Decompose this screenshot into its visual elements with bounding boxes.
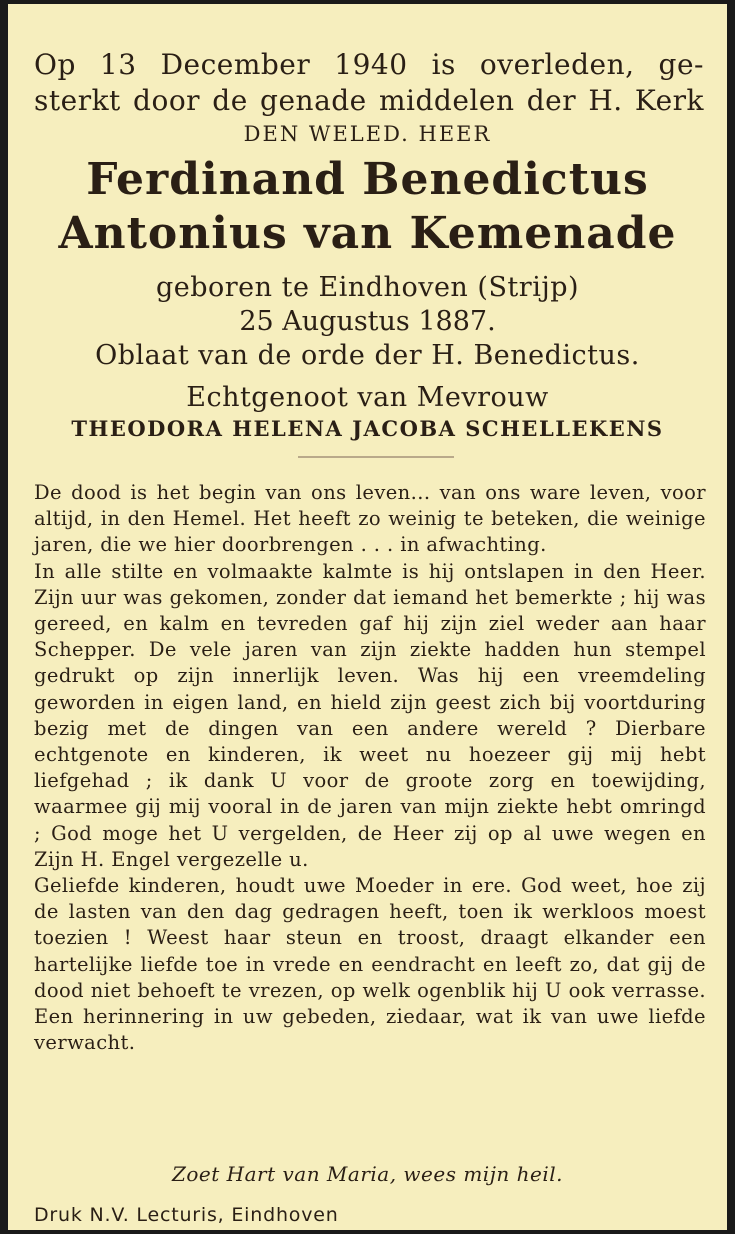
paragraph: Geliefde kinderen, houdt uwe Moeder in ere. God weet, hoe zij de lasten van den dag gedragen heeft, toen ik werkloos moest toezien ! Weest haar steun en troost, draagt elkander een hartelijke liefde toe in vrede en eendracht en leeft zo, dat gij de dood niet behoeft te vrezen, op welk ogenblik hij U ook verrasse. Een herinnering in uw gebeden, ziedaar, wat ik van uwe liefde verwacht.: [34, 874, 706, 1055]
paragraph: De dood is het begin van ons leven... van ons ware leven, voor altijd, in den Hemel. Het heeft zo weinig te beteken, die weinige jaren, die we hier doorbrengen . . . in afwachting.: [34, 481, 706, 557]
spouse-name: THEODORA HELENA JACOBA SCHELLEKENS: [71, 416, 664, 441]
announcement-line-1: Op 13 December 1940 is overleden, ge-: [34, 48, 704, 81]
announcement-line-2: sterkt door de genade middelen der H. Kerk: [34, 84, 704, 117]
paragraph: In alle stilte en volmaakte kalmte is hij ontslapen in den Heer. Zijn uur was gekomen, zonder dat iemand het bemerkte ; hij was gereed, en kalm en tevreden gaf hij zijn ziel weder aan haar Schepper. De vele jaren van zijn ziekte hadden hun stempel gedrukt op zijn innerlijk leven. Was hij een vreemdeling geworden in eigen land, en hield zijn geest zich bij voortduring bezig met de dingen van een andere wereld ? Dierbare echtgenote en kinderen, ik weet nu hoezeer gij mij hebt liefgehad ; ik dank U voor de groote zorg en toewijding, waarmee gij mij vooral in de jaren van mijn ziekte hebt omringd ; God moge het U vergelden, de Heer zij op al uwe wegen en Zijn H. Engel vergezelle u.: [34, 559, 706, 871]
memorial-card: [8, 4, 727, 1230]
deceased-name-line-1: Ferdinand Benedictus: [86, 154, 649, 205]
memorial-text: [34, 480, 706, 1056]
honorific-title: DEN WELED. HEER: [243, 122, 492, 146]
divider: [298, 456, 454, 458]
spouse-intro: Echtgenoot van Mevrouw: [186, 382, 549, 413]
prayer-motto: Zoet Hart van Maria, wees mijn heil.: [171, 1162, 564, 1186]
birthdate: 25 Augustus 1887.: [239, 306, 496, 337]
oblate-order: Oblaat van de orde der H. Benedictus.: [95, 340, 640, 371]
deceased-name-line-2: Antonius van Kemenade: [58, 208, 677, 259]
printer-credit: Druk N.V. Lecturis, Eindhoven: [34, 1204, 339, 1226]
birthplace: geboren te Eindhoven (Strijp): [155, 272, 580, 303]
